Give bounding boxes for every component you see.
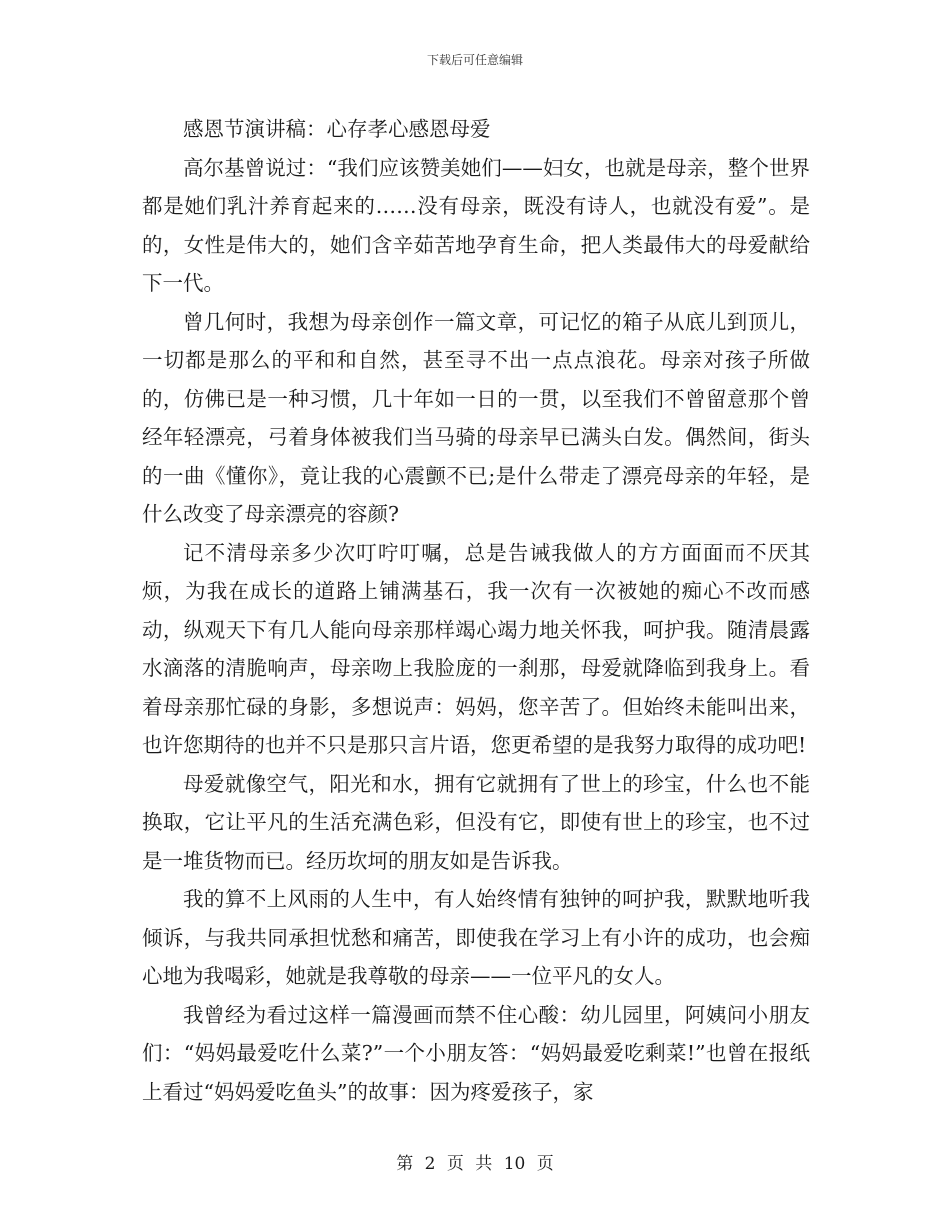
document-body (142, 110, 810, 1111)
paragraph-6: 我曾经为看过这样一篇漫画而禁不住心酸：幼儿园里，阿姨问小朋友们：“妈妈最爱吃什么菜?”一个小朋友答：“妈妈最爱吃剩菜!”也曾在报纸上看过“妈妈爱吃鱼头”的故事：因为疼爱孩子，家 (142, 1002, 810, 1104)
paragraph-5: 我的算不上风雨的人生中，有人始终情有独钟的呵护我，默默地听我倾诉，与我共同承担忧愁和痛苦，即使我在学习上有小许的成功，也会痴心地为我喝彩，她就是我尊敬的母亲——一位平凡的女人。 (142, 887, 810, 988)
document-title: 感恩节演讲稿：心存孝心感恩母爱 (183, 117, 491, 141)
paragraph-4: 母爱就像空气，阳光和水，拥有它就拥有了世上的珍宝，什么也不能换取，它让平凡的生活充满色彩，但没有它，即使有世上的珍宝，也不过是一堆货物而已。经历坎坷的朋友如是告诉我。 (142, 771, 810, 873)
paragraph-3: 记不清母亲多少次叮咛叮嘱，总是告诫我做人的方方面面而不厌其烦，为我在成长的道路上铺满基石，我一次有一次被她的痴心不改而感动，纵观天下有几人能向母亲那样竭心竭力地关怀我，呵护我。随清晨露水滴落的清脆响声，母亲吻上我脸庞的一刹那，母爱就降临到我身上。看着母亲那忙碌的身影，多想说声：妈妈，您辛苦了。但始终未能叫出来，也许您期待的也并不只是那只言片语，您更希望的是我努力取得的成功吧! (142, 540, 810, 757)
page-header: 下载后可任意编辑 (426, 53, 523, 67)
page-number-footer: 第 2 页 共 10 页 (396, 1154, 554, 1174)
paragraph-1: 高尔基曾说过：“我们应该赞美她们——妇女，也就是母亲，整个世界都是她们乳汁养育起来的……没有母亲，既没有诗人，也就没有爱”。是的，女性是伟大的，她们含辛茹苦地孕育生命，把人类最伟大的母爱献给下一代。 (142, 155, 810, 295)
paragraph-2: 曾几何时，我想为母亲创作一篇文章，可记忆的箱子从底儿到顶儿，一切都是那么的平和和自然，甚至寻不出一点点浪花。母亲对孩子所做的，仿佛已是一种习惯，几十年如一日的一贯，以至我们不曾留意那个曾经年轻漂亮，弓着身体被我们当马骑的母亲早已满头白发。偶然间，街头的一曲《懂你》，竟让我的心震颤不已;是什么带走了漂亮母亲的年轻，是什么改变了母亲漂亮的容颜? (142, 309, 810, 526)
